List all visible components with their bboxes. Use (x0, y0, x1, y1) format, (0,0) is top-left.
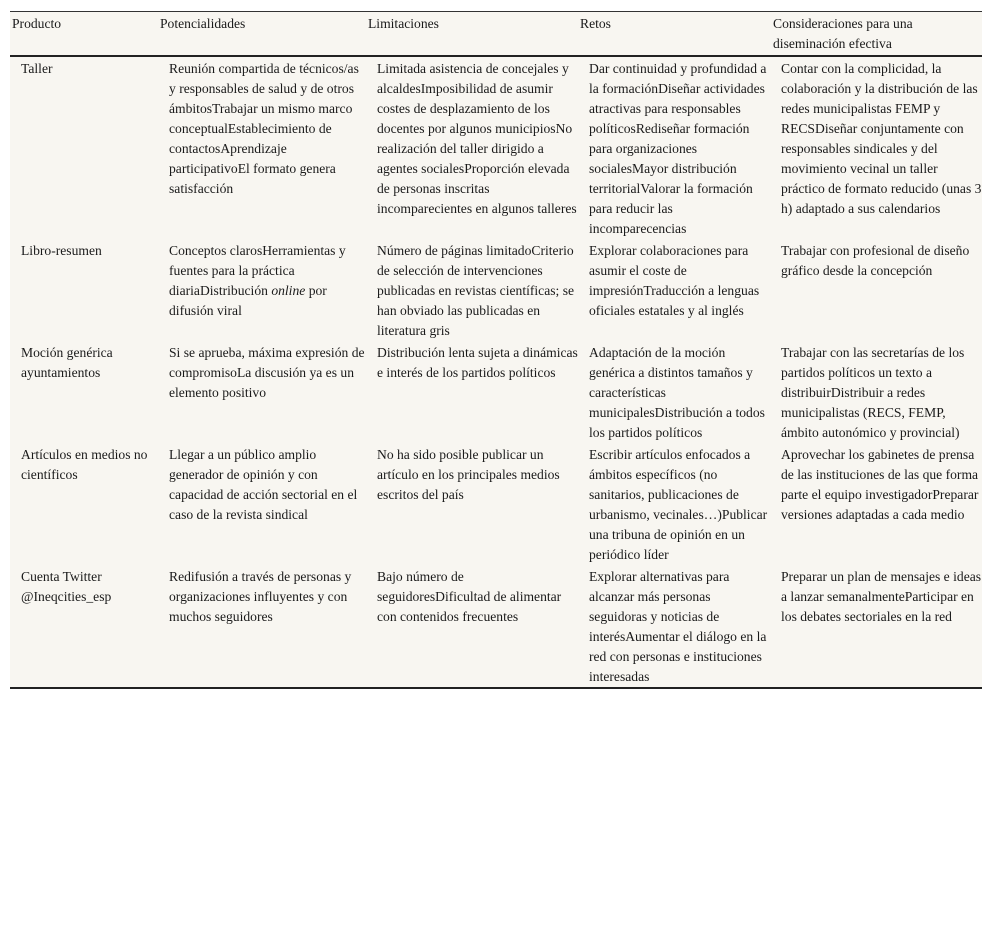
header-producto: Producto (12, 16, 62, 31)
cell-consideraciones: Contar con la complicidad, la colaboración y la distribución de las redes municipalistas FEMP y RECSDiseñar conjuntamente con responsables sindicales y del movimiento vecinal un taller práctico de formato reducido (unas 3 h) adaptado a sus calendarios (781, 61, 982, 216)
header-row (10, 12, 982, 57)
potencialidades-text-em: online (271, 283, 306, 298)
cell-retos: Explorar colaboraciones para asumir el coste de impresiónTraducción a lenguas oficiales estatales y al inglés (589, 243, 760, 318)
header-consideraciones: Consideraciones para una diseminación efectiva (773, 16, 913, 51)
cell-potencialidades: Si se aprueba, máxima expresión de compromisoLa discusión ya es un elemento positivo (169, 345, 365, 400)
cell-producto: Artículos en medios no científicos (21, 447, 148, 482)
potencialidades-text-b: por difusión viral (169, 283, 327, 318)
cell-consideraciones: Aprovechar los gabinetes de prensa de las instituciones de las que forma parte el equipo investigadorPreparar versiones adaptadas a cada medio (781, 447, 979, 522)
results-table (10, 11, 982, 689)
cell-potencialidades: Redifusión a través de personas y organizaciones influyentes y con muchos seguidores (169, 569, 352, 624)
cell-retos: Explorar alternativas para alcanzar más personas seguidoras y noticias de interésAumentar el diálogo en la red con personas e instituciones interesadas (589, 569, 767, 684)
cell-limitaciones: Distribución lenta sujeta a dinámicas e interés de los partidos políticos (377, 345, 578, 380)
cell-potencialidades: Reunión compartida de técnicos/as y responsables de salud y de otros ámbitosTrabajar un mismo marco conceptualEstablecimiento de contactosAprendizaje participativoEl formato genera satisfacción (169, 61, 359, 196)
cell-potencialidades: Llegar a un público amplio generador de opinión y con capacidad de acción sectorial en el caso de la revista sindical (169, 447, 358, 522)
table-row (10, 443, 982, 565)
table-row (10, 341, 982, 443)
cell-producto: Cuenta Twitter @Ineqcities_esp (21, 569, 112, 604)
cell-limitaciones: Bajo número de seguidoresDificultad de alimentar con contenidos frecuentes (377, 569, 562, 624)
cell-producto: Libro-resumen (21, 243, 102, 258)
header-limitaciones: Limitaciones (368, 16, 439, 31)
cell-producto: Taller (21, 61, 53, 76)
potencialidades-text-a: Conceptos clarosHerramientas y fuentes para la práctica diariaDistribución (169, 243, 346, 298)
cell-limitaciones: Número de páginas limitadoCriterio de selección de intervenciones publicadas en revistas científicas; se han obviado las publicadas en literatura gris (377, 243, 575, 338)
results-table-container (10, 11, 982, 689)
cell-consideraciones: Preparar un plan de mensajes e ideas a lanzar semanalmenteParticipar en los debates sectoriales en la red (781, 569, 982, 624)
table-row (10, 56, 982, 239)
table-row (10, 565, 982, 688)
cell-limitaciones: No ha sido posible publicar un artículo en los principales medios escritos del país (377, 447, 560, 502)
cell-retos: Escribir artículos enfocados a ámbitos específicos (no sanitarios, publicaciones de urbanismo, vecinales…)Publicar una tribuna de opinión en un periódico líder (589, 447, 768, 562)
table-row (10, 239, 982, 341)
cell-potencialidades (158, 239, 366, 341)
cell-consideraciones: Trabajar con profesional de diseño gráfico desde la concepción (781, 243, 970, 278)
cell-producto: Moción genérica ayuntamientos (21, 345, 113, 380)
table-body (10, 56, 982, 688)
header-potencialidades: Potencialidades (160, 16, 246, 31)
cell-consideraciones: Trabajar con las secretarías de los partidos políticos un texto a distribuirDistribuir a redes municipalistas (RECS, FEMP, ámbito autonómico y provincial) (781, 345, 965, 440)
header-retos: Retos (580, 16, 611, 31)
cell-retos: Adaptación de la moción genérica a distintos tamaños y características municipalesDistribución a todos los partidos políticos (589, 345, 765, 440)
cell-limitaciones: Limitada asistencia de concejales y alcaldesImposibilidad de asumir costes de desplazamiento de los docentes por algunos municipiosNo realización del taller dirigido a agentes socialesProporción elevada de personas inscritas incomparecientes en algunos talleres (377, 61, 577, 216)
table-header (10, 12, 982, 57)
cell-retos: Dar continuidad y profundidad a la formaciónDiseñar actividades atractivas para responsables políticosRediseñar formación para organizaciones socialesMayor distribución territorialValorar la formación para reducir las incomparecencias (589, 61, 767, 236)
